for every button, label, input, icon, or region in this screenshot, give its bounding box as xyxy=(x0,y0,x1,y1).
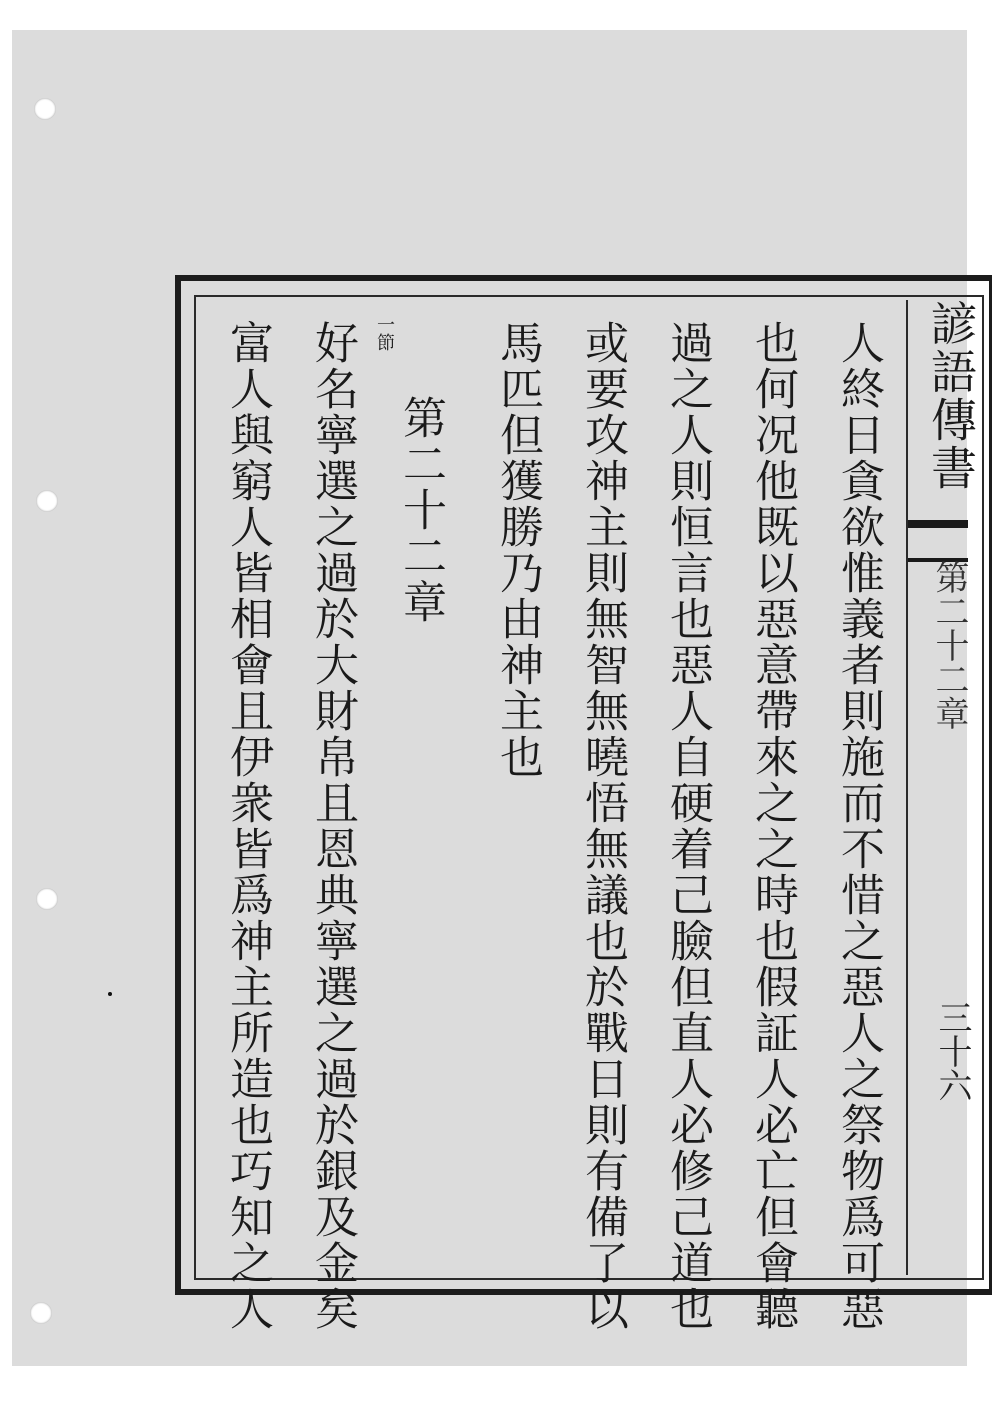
fold-band xyxy=(908,520,968,562)
text-column: 人終日貪欲惟義者則施而不惜之惡人之祭物爲可惡 xyxy=(833,320,884,1332)
punch-hole xyxy=(36,888,58,910)
verse-column: 富人與窮人皆相會且伊衆皆爲神主所造也巧知之人 xyxy=(222,320,273,1332)
fold-chapter: 第二十二章 xyxy=(929,560,969,730)
fold-margin-rule xyxy=(906,300,908,1275)
text-column: 也何况他既以惡意帶來之之時也假証人必亡但會聽 xyxy=(747,320,798,1332)
book-title: 諺語傳書 xyxy=(924,300,978,492)
section-marker: 一節 xyxy=(374,315,395,351)
punch-hole xyxy=(36,490,58,512)
text-column: 馬匹但獲勝乃由神主也 xyxy=(492,320,543,780)
punch-hole xyxy=(30,1302,52,1324)
chapter-heading: 第二十二章 xyxy=(395,395,446,625)
verse-column: 好名寧選之過於大財帛且恩典寧選之過於銀及金矣 xyxy=(307,320,358,1332)
leaf-number: 三十六 xyxy=(932,1000,972,1102)
text-column: 或要攻神主則無智無曉悟無議也於戰日則有備了以 xyxy=(577,320,628,1332)
punch-hole xyxy=(34,98,56,120)
ink-speck xyxy=(108,992,112,996)
text-column: 過之人則恒言也惡人自硬着己臉但直人必修己道也 xyxy=(662,320,713,1332)
